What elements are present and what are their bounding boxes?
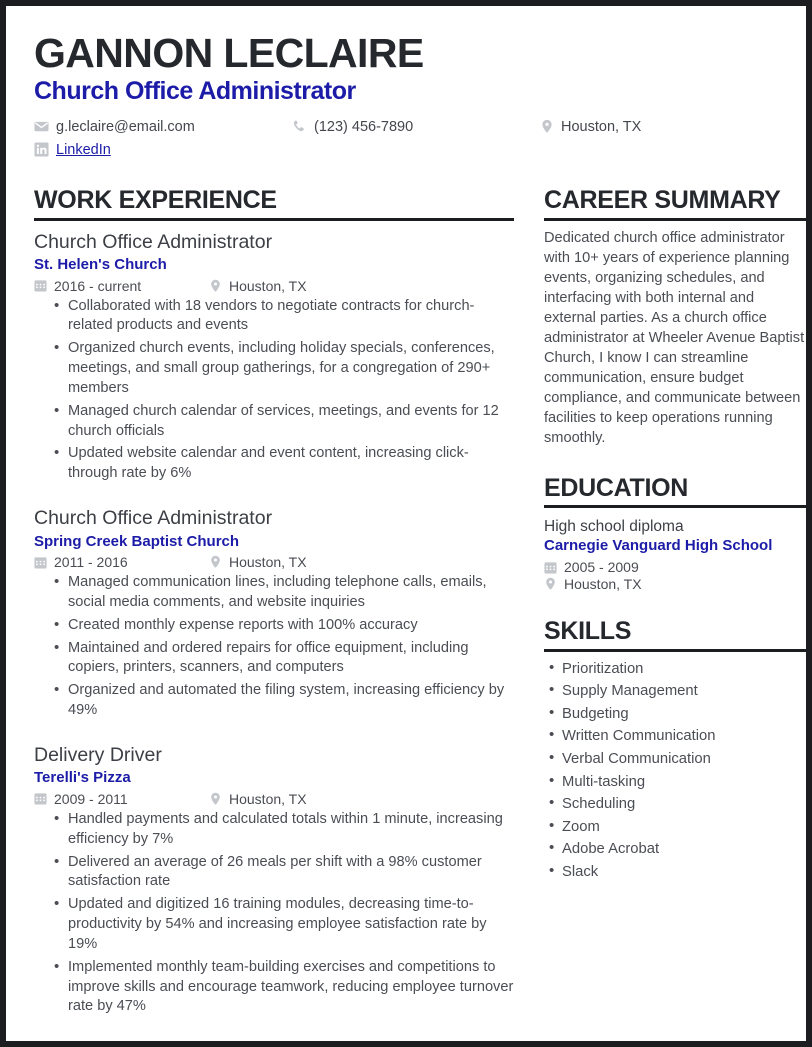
job-bullet: • Handled payments and calculated totals within 1 minute, increasing efficiency by 7% xyxy=(68,810,514,850)
job-bullet: • Created monthly expense reports with 100% accuracy xyxy=(68,616,514,636)
contact-grid xyxy=(34,115,774,161)
job-bullet: • Updated and digitized 16 training modules, decreasing time-to-productivity by 54% and increasing employee satisfaction rate by 19% xyxy=(68,895,514,955)
job-title: Church Office Administrator xyxy=(34,230,273,253)
left-column xyxy=(34,187,514,1020)
candidate-name: GANNON LECLAIRE xyxy=(34,30,424,76)
job-location xyxy=(209,791,307,807)
job-bullet: • Organized church events, including holiday specials, conferences, meetings, and small group gatherings, for a congregation of 290+ members xyxy=(68,339,514,399)
section-title-skills: SKILLS xyxy=(544,618,806,652)
job-bullet: • Delivered an average of 26 meals per shift with a 98% customer satisfaction rate xyxy=(68,853,514,893)
job-bullet: • Organized and automated the filing system, increasing efficiency by 49% xyxy=(68,681,514,721)
skill-item: • Multi-tasking xyxy=(562,772,806,793)
job-location-text: Houston, TX xyxy=(229,277,307,294)
contact-location-text: Houston, TX xyxy=(561,118,642,135)
contact-email[interactable] xyxy=(34,115,292,138)
career-summary-text: Dedicated church office administrator with 10+ years of experience planning events, organizing schedules, and interfacing with both internal and external parties. As a church office administrator at Wheeler Avenue Baptist Church, I know I can streamline communication, ensure budget compliance, and communicate between facilities to keep operations running smoothly. xyxy=(544,229,805,446)
column-gap xyxy=(514,187,544,1020)
calendar-icon xyxy=(34,556,47,569)
right-column xyxy=(544,187,806,1020)
skills-list xyxy=(544,659,806,883)
job-bullet: • Updated website calendar and event content, increasing click-through rate by 6% xyxy=(68,444,514,484)
job-bullets xyxy=(34,810,514,1017)
job-location xyxy=(209,554,307,570)
job-bullet: • Managed communication lines, including telephone calls, emails, social media comments, and website inquiries xyxy=(68,573,514,613)
job-company: St. Helen's Church xyxy=(34,256,167,274)
contact-location xyxy=(540,115,760,138)
job-dates xyxy=(34,791,209,807)
job-meta xyxy=(34,278,514,294)
calendar-icon xyxy=(544,561,557,574)
resume-body xyxy=(34,186,805,1020)
education-meta xyxy=(544,559,806,592)
skill-item: • Written Communication xyxy=(562,726,806,747)
skill-item: • Slack xyxy=(562,862,806,883)
job-bullet: • Maintained and ordered repairs for office equipment, including copiers, printers, scanners, and computers xyxy=(68,639,514,679)
skill-item: • Adobe Acrobat xyxy=(562,839,806,860)
job-location-text: Houston, TX xyxy=(229,790,307,807)
job-bullet: • Collaborated with 18 vendors to negotiate contracts for church-related products and events xyxy=(68,297,514,337)
contact-linkedin-text[interactable]: LinkedIn xyxy=(56,141,111,158)
map-pin-icon xyxy=(209,792,222,806)
skill-item: • Scheduling xyxy=(562,794,806,815)
section-work-experience xyxy=(34,187,514,1017)
job-dates xyxy=(34,278,209,294)
job-title: Delivery Driver xyxy=(34,743,162,766)
job-company: Terelli's Pizza xyxy=(34,769,131,787)
job-entry xyxy=(34,743,514,1017)
job-meta xyxy=(34,791,514,807)
section-title-education: EDUCATION xyxy=(544,475,806,509)
job-location-text: Houston, TX xyxy=(229,554,307,571)
contact-phone[interactable] xyxy=(292,115,540,138)
job-dates xyxy=(34,554,209,570)
contact-email-text: g.leclaire@email.com xyxy=(56,118,195,135)
job-entry xyxy=(34,506,514,721)
map-pin-icon xyxy=(540,119,554,134)
map-pin-icon xyxy=(209,279,222,293)
map-pin-icon xyxy=(544,577,557,591)
section-title-career-summary: CAREER SUMMARY xyxy=(544,187,806,221)
envelope-icon xyxy=(34,119,49,134)
section-skills xyxy=(544,618,806,882)
calendar-icon xyxy=(34,792,47,805)
resume-header xyxy=(34,32,778,161)
job-entry xyxy=(34,230,514,484)
contact-linkedin[interactable] xyxy=(34,138,292,161)
job-dates-text: 2011 - 2016 xyxy=(54,554,128,571)
job-bullets xyxy=(34,297,514,485)
job-bullet: • Implemented monthly team-building exercises and competitions to improve skills and encourage teamwork, reducing employee turnover rate by 47% xyxy=(68,958,514,1018)
skill-item: • Supply Management xyxy=(562,681,806,702)
section-career-summary xyxy=(544,187,806,448)
skill-item: • Zoom xyxy=(562,817,806,838)
job-company: Spring Creek Baptist Church xyxy=(34,532,240,550)
job-dates-text: 2016 - current xyxy=(54,277,142,294)
map-pin-icon xyxy=(209,555,222,569)
phone-icon xyxy=(292,119,307,134)
job-dates-text: 2009 - 2011 xyxy=(54,790,128,807)
education-location-text: Houston, TX xyxy=(564,576,642,593)
contact-phone-text: (123) 456-7890 xyxy=(314,118,414,135)
education-dates xyxy=(544,559,806,575)
skill-item: • Budgeting xyxy=(562,704,806,725)
education-entry xyxy=(544,517,806,592)
job-title: Church Office Administrator xyxy=(34,507,273,530)
job-meta xyxy=(34,554,514,570)
skill-item: • Prioritization xyxy=(562,659,806,680)
candidate-headline: Church Office Administrator xyxy=(34,77,356,106)
job-location xyxy=(209,278,307,294)
job-bullet: • Managed church calendar of services, meetings, and events for 12 church officials xyxy=(68,402,514,442)
section-education xyxy=(544,475,806,593)
linkedin-icon xyxy=(34,142,49,157)
calendar-icon xyxy=(34,279,47,292)
education-degree: High school diploma xyxy=(544,518,684,536)
section-title-work-experience: WORK EXPERIENCE xyxy=(34,187,514,221)
education-dates-text: 2005 - 2009 xyxy=(564,559,639,576)
education-school: Carnegie Vanguard High School xyxy=(544,537,773,555)
job-bullets xyxy=(34,573,514,721)
education-location xyxy=(544,576,806,592)
skill-item: • Verbal Communication xyxy=(562,749,806,770)
